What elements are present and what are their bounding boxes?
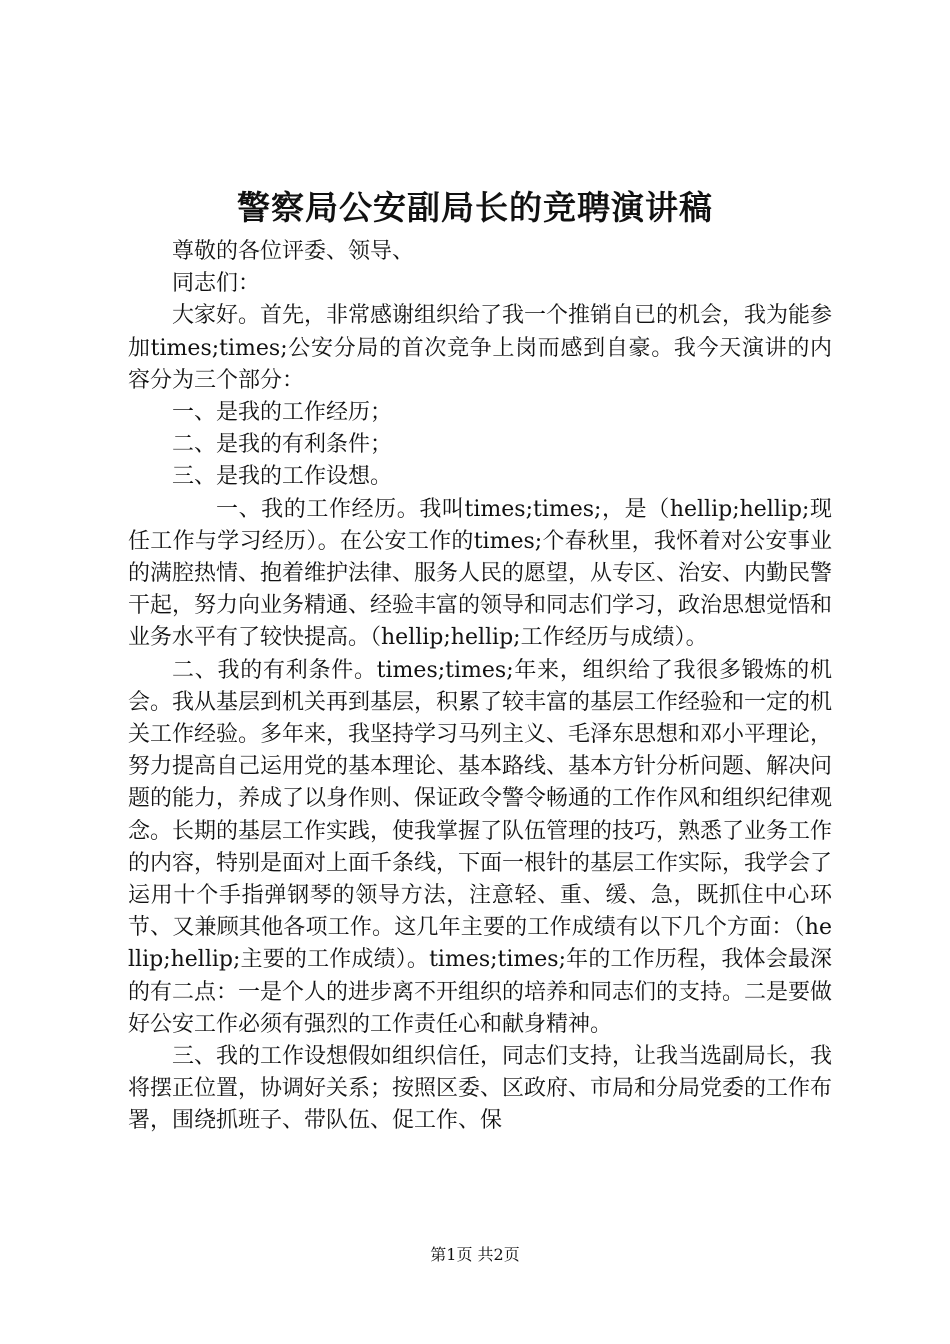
salutation-line-2: 同志们： <box>172 271 261 297</box>
paragraph-advantages: 二、我的有利条件。times;times;年来，组织给了我很多锻炼的机会。我从基层到机关再到基层，积累了较丰富的基层工作经验和一定的机关工作经验。多年来，我坚持学习马列主义、毛泽东思想和邓小平理论，努力提高自己运用党的基本理论、基本路线、基本方针分析问题、解决问题的能力，养成了以身作则、保证政令警令畅通的工作作风和组织纪律观念。长期的基层工作实践，使我掌握了队伍管理的技巧，熟悉了业务工作的内容，特别是面对上面千条线，下面一根针的基层工作实际，我学会了运用十个手指弹钢琴的领导方法，注意轻、重、缓、急，既抓住中心环节、又兼顾其他各项工作。这几年主要的工作成绩有以下几个方面：（hellip;hellip;主要的工作成绩）。times;times;年的工作历程，我体会最深的有二点：一是个人的进步离不开组织的培养和同志们的支持。二是要做好公安工作必须有强烈的工作责任心和献身精神。 <box>128 657 833 1037</box>
page-number-footer: 第1页 共2页 <box>430 1245 520 1264</box>
salutation-line-1: 尊敬的各位评委、领导、 <box>172 239 415 264</box>
outline-item-3: 三、是我的工作设想。 <box>172 464 393 490</box>
outline-item-2: 二、是我的有利条件； <box>172 432 393 458</box>
document-title: 警察局公安副局长的竞聘演讲稿 <box>237 188 713 227</box>
document-body <box>128 236 832 1138</box>
paragraph-work-experience: 一、我的工作经历。我叫times;times;，是（hellip;hellip;现任工作与学习经历）。在公安工作的times;个春秋里，我怀着对公安事业的满腔热情、抱着维护法律、服务人民的愿望，从专区、治安、内勤民警干起，努力向业务精通、经验丰富的领导和同志们学习，政治思想觉悟和业务水平有了较快提高。（hellip;hellip;工作经历与成绩）。 <box>128 496 833 651</box>
outline-item-1: 一、是我的工作经历； <box>172 400 393 426</box>
paragraph-work-plan: 三、我的工作设想假如组织信任，同志们支持，让我当选副局长，我将摆正位置，协调好关系；按照区委、区政府、市局和分局党委的工作布署，围绕抓班子、带队伍、促工作、保 <box>128 1044 833 1134</box>
paragraph-intro: 大家好。首先，非常感谢组织给了我一个推销自已的机会，我为能参加times;times;公安分局的首次竞争上岗而感到自豪。我今天演讲的内容分为三个部分： <box>128 303 833 393</box>
